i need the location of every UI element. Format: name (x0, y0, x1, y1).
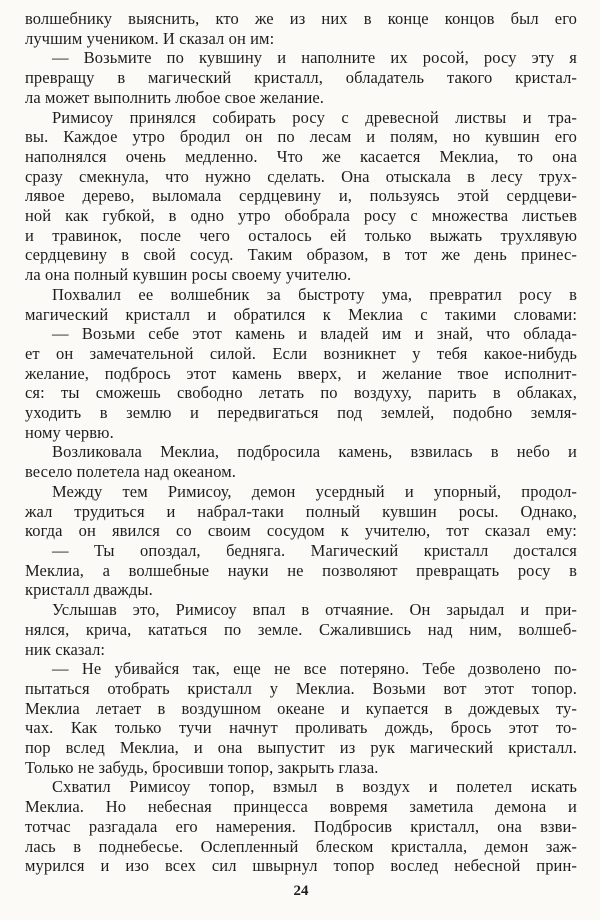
paragraph (25, 9, 577, 48)
text-block (25, 9, 577, 876)
text-line: ной как губкой, в одно утро обобрала росу с множества листьев (25, 206, 577, 226)
paragraph (25, 48, 577, 107)
paragraph (25, 285, 577, 324)
paragraph (25, 108, 577, 285)
text-line: пытаться отобрать кристалл у Меклиа. Возьми вот этот топор. (25, 678, 577, 698)
text-line: Меклиа. Но небесная принцесса вовремя заметила демона и (25, 797, 577, 817)
text-line: лучшим учеником. И сказал он им: (25, 28, 275, 48)
page-number: 24 (293, 882, 309, 899)
text-line: и травинок, после чего осталось ей только выжать трухлявую (25, 225, 577, 245)
text-line: ет он замечательной силой. Если возникнет у тебя какое-нибудь (25, 343, 577, 363)
text-line: магический кристалл и обратился к Меклиа с такими словами: (25, 304, 577, 324)
text-line: Возликовала Меклиа, подбросила камень, взвилась в небо и (52, 442, 577, 462)
text-line: когда он явился со своим сосудом к учителю, тот сказал ему: (25, 521, 577, 541)
text-line: — Ты опоздал, бедняга. Магический кристалл достался (52, 540, 577, 560)
text-line: ник сказал: (25, 639, 106, 659)
text-line: Меклиа летает в воздушном океане и купается в дождевых ту- (25, 698, 577, 718)
text-line: кристалл дважды. (25, 580, 153, 600)
text-line: ла она полный кувшин росы своему учителю. (25, 265, 352, 285)
text-line: лась в поднебесье. Ослепленный блеском кристалла, демон заж- (25, 836, 577, 856)
text-line: Между тем Римисоу, демон усердный и упорный, продол- (52, 481, 577, 501)
text-line: лявое дерево, выломала сердцевину и, пользуясь этой сердцеви- (25, 186, 577, 206)
text-line: — Возьми себе этот камень и владей им и знай, что облада- (52, 324, 577, 344)
paragraph (25, 482, 577, 541)
paragraph (25, 324, 577, 442)
text-line: желание, подбрось этот камень вверх, и желание твое исполнит- (25, 363, 577, 383)
text-line: вы. Каждое утро бродил он по лесам и полям, но кувшин его (25, 127, 577, 147)
text-line: сердцевину в свой сосуд. Таким образом, в тот же день принес- (25, 245, 577, 265)
text-line: сразу смекнула, что нужно сделать. Она отыскала в лесу трух- (25, 166, 577, 186)
text-line: пор вслед Меклиа, и она выпустит из рук магический кристалл. (25, 738, 577, 758)
paragraph (25, 442, 577, 481)
text-line: Римисоу принялся собирать росу с древесной листвы и тра- (52, 107, 577, 127)
paragraph (25, 777, 577, 876)
paragraph (25, 600, 577, 659)
text-line: жал трудиться и набрал-таки полный кувшин росы. Однако, (25, 501, 577, 521)
text-line: Только не забудь, бросивши топор, закрыть глаза. (25, 757, 379, 777)
text-line: Услышав это, Римисоу впал в отчаяние. Он зарыдал и при- (52, 600, 577, 620)
text-line: Меклиа, а волшебные науки не позволяют превращать росу в (25, 560, 577, 580)
text-line: ному червю. (25, 422, 114, 442)
text-line: наполнялся очень медленно. Что же касается Меклиа, то она (25, 146, 577, 166)
text-line: превращу в магический кристалл, обладатель такого кристал- (25, 68, 577, 88)
paragraph (25, 659, 577, 777)
text-line: чах. Как только тучи начнут проливать дождь, брось этот то- (25, 718, 577, 738)
text-line: Схватил Римисоу топор, взмыл в воздух и полетел искать (52, 777, 577, 797)
text-line: уходить в землю и передвигаться под землей, подобно земля- (25, 403, 577, 423)
text-line: Похвалил ее волшебник за быстроту ума, превратил росу в (52, 284, 577, 304)
text-line: нялся, крича, кататься по земле. Сжалившись над ним, волшеб- (25, 619, 577, 639)
text-line: — Возьмите по кувшину и наполните их росой, росу эту я (52, 48, 577, 68)
text-line: тотчас разгадала его намерения. Подбросив кристалл, она взви- (25, 816, 577, 836)
text-line: ся: ты сможешь свободно летать по воздуху, парить в облаках, (25, 383, 577, 403)
paragraph (25, 541, 577, 600)
text-line: — Не убивайся так, еще не все потеряно. Тебе дозволено по- (52, 659, 577, 679)
text-line: весело полетела над океаном. (25, 462, 237, 482)
text-line: ла может выполнить любое свое желание. (25, 87, 325, 107)
text-line: волшебнику выяснить, кто же из них в конце концов был его (25, 9, 577, 28)
text-line: мурился и изо всех сил швырнул топор вослед небесной прин- (25, 856, 577, 876)
